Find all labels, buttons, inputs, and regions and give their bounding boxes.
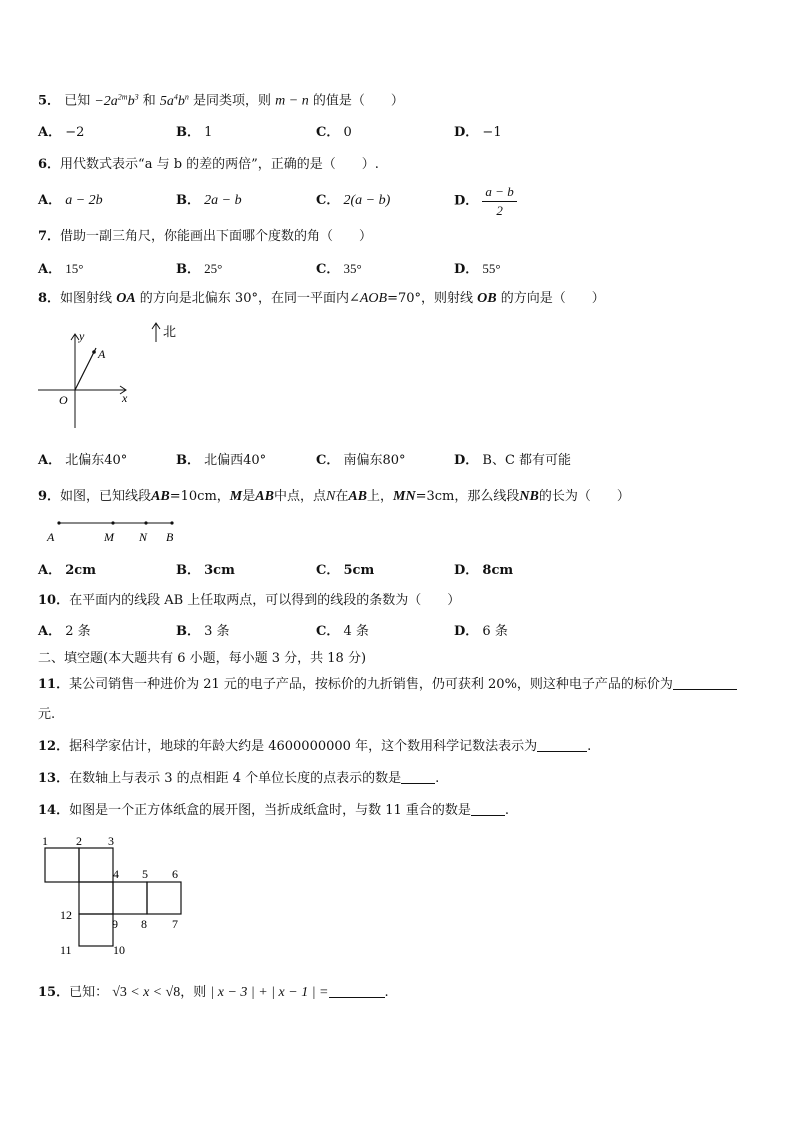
answer-blank[interactable] — [537, 738, 587, 752]
vertex-label: 2 — [76, 834, 82, 848]
point-a — [57, 521, 60, 524]
segment-label: NB — [519, 489, 539, 504]
question-text: 借助一副三角尺，你能画出下面哪个度数的角（ ） — [60, 229, 373, 244]
net-face — [45, 848, 79, 882]
question-5 — [38, 88, 404, 111]
question-text: . — [587, 739, 592, 754]
question-text: 中点，点 — [273, 489, 326, 504]
option-d[interactable]: D． B、C 都有可能 — [454, 453, 572, 468]
sqrt-3: √3 — [112, 985, 127, 1000]
north-label: 北 — [163, 324, 177, 339]
option-a[interactable]: A． 2 条 — [38, 624, 91, 639]
angle-aob: AOB — [359, 291, 388, 306]
segment-label: AB — [348, 489, 368, 504]
option-a[interactable]: A． a − 2b — [38, 193, 103, 208]
question-text: . — [435, 771, 440, 786]
point-label: N — [325, 489, 336, 504]
absolute-expression: | x − 3 | + | x − 1 | = — [210, 985, 329, 1000]
question-13 — [38, 770, 439, 788]
question-text: 是同类项，则 — [193, 93, 272, 109]
question-10 — [38, 592, 460, 610]
cube-net-figure — [36, 832, 196, 962]
answer-blank[interactable] — [673, 676, 737, 690]
question-number: 9． — [38, 489, 61, 504]
question-number: 10． — [38, 593, 70, 608]
segment-label: AB — [255, 489, 274, 504]
question-text: 在平面内的线段 AB 上任取两点，可以得到的线段的条数为（ ） — [69, 593, 461, 608]
question-text: 如图是一个正方体纸盒的展开图，当折成纸盒时，与数 11 重合的数是 — [69, 803, 471, 818]
option-b[interactable]: B． 3cm — [176, 563, 235, 578]
point-n — [144, 521, 147, 524]
point-label: M — [229, 489, 243, 504]
segment-figure — [40, 514, 190, 546]
less-than: < — [131, 985, 139, 1000]
label-a: A — [47, 530, 55, 544]
term-1: $-2a^{2m}b^3$ — [94, 92, 139, 109]
question-text: 的值是（ ） — [312, 93, 404, 109]
question-text: 是 — [242, 489, 256, 504]
ray-oa: OA — [116, 291, 136, 306]
question-text: 在 — [335, 489, 349, 504]
question-text: 的方向是（ ） — [500, 291, 605, 306]
option-d[interactable]: D． 55° — [454, 261, 501, 277]
point-a — [92, 350, 96, 354]
question-number: 7． — [38, 229, 61, 244]
question-text: 在数轴上与表示 3 的点相距 4 个单位长度的点表示的数是 — [69, 771, 402, 786]
option-c[interactable]: C． 2(a − b) — [316, 193, 391, 208]
option-b[interactable]: B． 北偏西40° — [176, 453, 267, 468]
direction-figure — [30, 318, 200, 438]
question-12 — [38, 738, 591, 756]
option-a[interactable]: A． 北偏东40° — [38, 453, 128, 468]
expression: m − n — [275, 93, 309, 109]
question-number: 12． — [38, 739, 70, 754]
option-c[interactable]: C． 5cm — [316, 563, 375, 578]
answer-blank[interactable] — [401, 770, 435, 784]
question-text: 和 — [142, 93, 156, 109]
question-text: =70°，则射线 — [387, 291, 474, 306]
question-9 — [38, 488, 630, 506]
label-n: N — [139, 530, 148, 544]
question-text: 上， — [367, 489, 394, 504]
answer-blank[interactable] — [329, 984, 385, 998]
vertex-label: 1 — [42, 834, 48, 848]
vertex-label: 5 — [142, 867, 148, 881]
ray-oa-line — [75, 348, 96, 390]
origin-label: O — [59, 393, 68, 407]
option-b[interactable]: B． 25° — [176, 261, 223, 277]
question-text: 某公司销售一种进价为 21 元的电子产品，按标价的九折销售，仍可获利 20%，则这种电子产品的标价为 — [69, 677, 673, 692]
point-a-label: A — [98, 347, 106, 361]
question-number: 15． — [38, 985, 70, 1000]
option-d[interactable]: D． 8cm — [454, 563, 514, 578]
net-face — [79, 914, 113, 946]
option-b[interactable]: B． 2a − b — [176, 193, 242, 208]
vertex-label: 3 — [108, 834, 114, 848]
segment-label: MN — [393, 489, 416, 504]
option-d[interactable]: D． $\frac{a - b}{2}$ — [454, 183, 517, 220]
vertex-label: 12 — [60, 908, 72, 922]
variable-x: x — [143, 985, 150, 1000]
term-2: $5a^4b^n$ — [159, 92, 189, 109]
point-b — [170, 521, 173, 524]
question-text: 的方向是北偏东 30°，在同一平面内∠ — [139, 291, 360, 306]
option-d[interactable]: D． 6 条 — [454, 624, 508, 639]
vertex-label: 11 — [60, 943, 72, 957]
net-face — [147, 882, 181, 914]
section-heading: 二、填空题(本大题共有 6 小题，每小题 3 分，共 18 分) — [38, 651, 367, 666]
question-text: =3cm，那么线段 — [415, 489, 520, 504]
question-8 — [38, 290, 605, 308]
question-text: 的长为（ ） — [538, 489, 630, 504]
question-14 — [38, 802, 509, 820]
fraction: $\frac{a - b}{2}$ — [482, 183, 516, 220]
question-text: 如图射线 — [60, 291, 113, 306]
question-6 — [38, 156, 379, 174]
option-c[interactable]: C． 南偏东80° — [316, 453, 406, 468]
net-face — [79, 882, 113, 914]
question-text: 如图，已知线段 — [60, 489, 152, 504]
vertex-label: 9 — [112, 917, 118, 931]
option-b[interactable]: B． 1 — [176, 125, 213, 140]
net-face — [113, 882, 147, 914]
option-c[interactable]: C． 35° — [316, 261, 362, 277]
question-text: ，则 — [180, 985, 207, 1000]
question-number: 11． — [38, 677, 70, 692]
y-label: y — [79, 329, 85, 343]
option-a[interactable]: A． 15° — [38, 261, 84, 277]
option-c[interactable]: C． 4 条 — [316, 624, 369, 639]
x-label: x — [122, 391, 128, 405]
option-d[interactable]: D． −1 — [454, 125, 502, 140]
question-text: 据科学家估计，地球的年龄大约是 4600000000 年，这个数用科学记数法表示为 — [69, 739, 538, 754]
question-text: . — [504, 803, 510, 818]
label-b: B — [166, 530, 174, 544]
vertex-label: 6 — [172, 867, 178, 881]
point-m — [111, 521, 114, 524]
segment-label: AB — [151, 489, 170, 504]
question-text: 用代数式表示“a 与 b 的差的两倍”，正确的是（ ）. — [60, 157, 379, 172]
vertex-label: 8 — [141, 917, 147, 931]
question-11 — [38, 676, 737, 694]
option-c[interactable]: C． 0 — [316, 125, 352, 140]
question-7 — [38, 228, 372, 246]
less-than: < — [153, 985, 162, 1000]
question-number: 13． — [38, 771, 70, 786]
label-m: M — [104, 530, 114, 544]
sqrt-8: √8 — [165, 985, 181, 1000]
question-number: 8． — [38, 291, 61, 306]
question-15 — [38, 984, 389, 1002]
ray-ob: OB — [477, 291, 497, 306]
question-11-tail: 元. — [38, 707, 56, 722]
question-number: 6． — [38, 157, 61, 172]
option-b[interactable]: B． 3 条 — [176, 624, 230, 639]
question-text: . — [384, 985, 389, 1000]
question-text: 已知： — [69, 985, 109, 1000]
vertex-label: 7 — [172, 917, 178, 931]
vertex-label: 4 — [113, 867, 119, 881]
option-a[interactable]: A． 2cm — [38, 563, 96, 578]
vertex-label: 10 — [113, 943, 125, 957]
answer-blank[interactable] — [471, 802, 505, 816]
option-a[interactable]: A． −2 — [38, 125, 85, 140]
net-face — [79, 848, 113, 882]
question-text: 已知 — [64, 93, 91, 109]
question-text: =10cm， — [169, 489, 230, 504]
question-number: 5． — [38, 93, 61, 109]
question-number: 14． — [38, 803, 70, 818]
